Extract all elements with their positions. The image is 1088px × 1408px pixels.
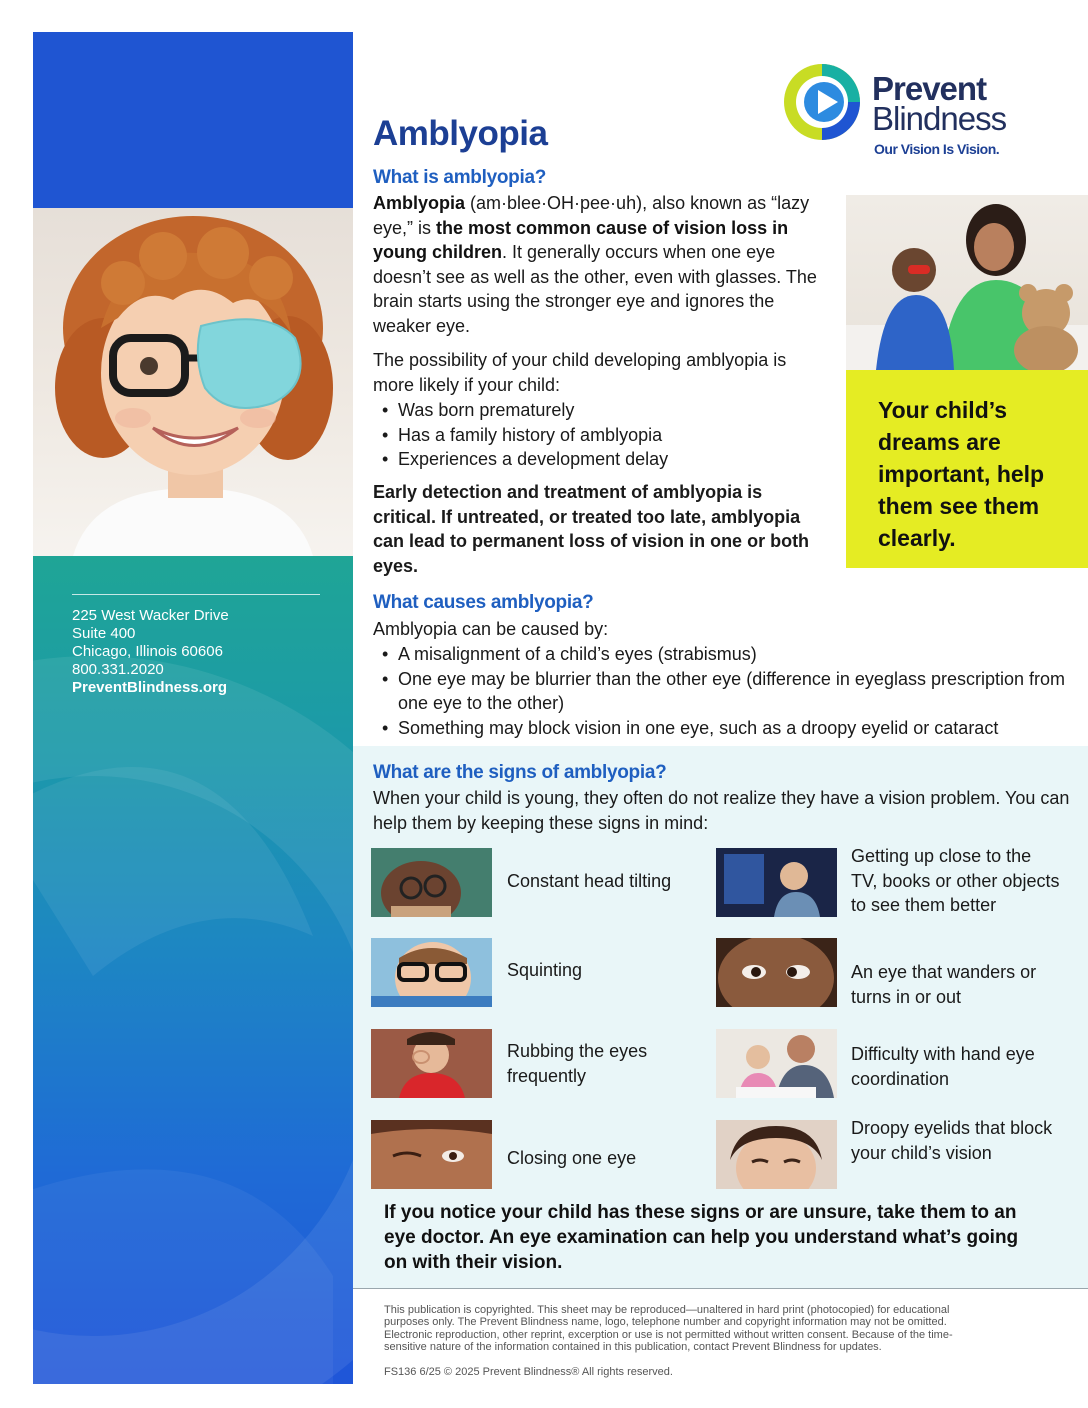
squinting-thumbnail <box>371 938 492 1007</box>
paragraph-signs-intro: When your child is young, they often do not realize they have a vision problem. You can help them by keeping these signs in mind: <box>373 788 1070 833</box>
address-divider <box>72 594 320 595</box>
copyright-notice: This publication is copyrighted. This sheet may be reproduced—unaltered in hard print (photocopied) for educational purposes only. The Prevent Blindness name, logo, telephone number and copyright information may not be omitted. Electronic reproduction, other reprint, excerption or use is not permitted without written consent. Because of the time-sensitive nature of the information contained in this publication, contact Prevent Blindness for updates. <box>384 1304 953 1354</box>
sign-label: An eye that wanders or turns in or out <box>851 962 1037 1007</box>
sign-label: Closing one eye <box>507 1148 637 1168</box>
definition-pronunciation: (am·blee·OH·pee·uh), also known as “lazy eye,” is <box>373 193 810 238</box>
paragraph-early-detection: Early detection and treatment of amblyopia is critical. If untreated, or treated too late, amblyopia can lead to permanent loss of vision in one or both eyes. <box>373 482 810 576</box>
heading-signs: What are the signs of amblyopia? <box>373 762 667 783</box>
contact-address-block <box>72 607 332 697</box>
photo-head-tilting <box>371 848 492 917</box>
page-title: Amblyopia <box>373 114 548 153</box>
logo-wordmark-line1: Prevent <box>872 70 987 107</box>
definition-rest: . It generally occurs when one eye doesn’t see as well as the other, even with glasses. The brain starts using the stronger eye and ignores the weaker eye. <box>373 242 817 336</box>
hand-eye-coordination-thumbnail <box>716 1029 837 1098</box>
callout-text: Your child’s dreams are important, help them see them clearly. <box>878 397 1045 551</box>
phone-number[interactable]: 800.331.2020 <box>72 661 164 678</box>
paragraph-definition <box>373 191 823 339</box>
photo-droopy-eyelids <box>716 1120 837 1189</box>
photo-squinting <box>371 938 492 1007</box>
closing-advice: If you notice your child has these signs or are unsure, take them to an eye doctor. An eye examination can help you understand what’s going on with their vision. <box>384 1202 1019 1273</box>
address-street: 225 West Wacker Drive <box>72 607 229 624</box>
list-item: • Experiences a development delay <box>373 447 823 472</box>
paragraph-risk-intro: The possibility of your child developing amblyopia is more likely if your child: <box>373 350 787 395</box>
photo-close-to-tv <box>716 848 837 917</box>
logo-eye-mark-icon <box>782 62 866 146</box>
head-tilting-thumbnail <box>371 848 492 917</box>
address-city: Chicago, Illinois 60606 <box>72 643 223 660</box>
photo-wandering-eye <box>716 938 837 1007</box>
wandering-eye-thumbnail <box>716 938 837 1007</box>
hero-photo-child-with-eye-patch <box>33 208 353 556</box>
photo-rubbing-eyes <box>371 1029 492 1098</box>
publication-info: FS136 6/25 © 2025 Prevent Blindness® All rights reserved. <box>384 1366 673 1378</box>
close-to-tv-thumbnail <box>716 848 837 917</box>
definition-emphasis: the most common cause of vision loss in young children <box>373 217 789 263</box>
sign-label: Constant head tilting <box>507 871 672 891</box>
term-amblyopia: Amblyopia <box>373 193 466 213</box>
list-item: • Has a family history of amblyopia <box>373 423 823 448</box>
left-color-block <box>33 32 353 208</box>
risk-factor-list <box>373 398 823 472</box>
list-item: • Something may block vision in one eye, such as a droopy eyelid or cataract <box>373 716 1073 741</box>
list-item: • Was born prematurely <box>373 398 823 423</box>
doctor-child-illustration <box>846 195 1088 370</box>
sign-label: Getting up close to the TV, books or other objects to see them better <box>851 846 1060 916</box>
website-link[interactable]: PreventBlindness.org <box>72 679 228 696</box>
list-item: • One eye may be blurrier than the other eye (difference in eyeglass prescription from one eye to the other) <box>373 667 1073 716</box>
footer-divider <box>353 1288 1088 1289</box>
sign-label: Droopy eyelids that block your child’s vision <box>851 1118 1053 1163</box>
paragraph-causes-intro: Amblyopia can be caused by: <box>373 619 609 639</box>
causes-list <box>373 642 1073 740</box>
photo-closing-one-eye <box>371 1120 492 1189</box>
droopy-eyelids-thumbnail <box>716 1120 837 1189</box>
list-item: • A misalignment of a child’s eyes (strabismus) <box>373 642 1073 667</box>
closing-one-eye-thumbnail <box>371 1120 492 1189</box>
photo-hand-eye-coordination <box>716 1029 837 1098</box>
heading-what-causes: What causes amblyopia? <box>373 592 594 613</box>
rubbing-eyes-thumbnail <box>371 1029 492 1098</box>
sign-label: Difficulty with hand eye coordination <box>851 1044 1035 1089</box>
sign-label: Squinting <box>507 960 583 980</box>
sign-label: Rubbing the eyes frequently <box>507 1041 648 1086</box>
child-eye-patch-illustration <box>33 208 353 556</box>
logo-wordmark-line2: Blindness <box>872 100 1007 137</box>
heading-what-is-amblyopia: What is amblyopia? <box>373 167 547 188</box>
address-suite: Suite 400 <box>72 625 136 642</box>
logo-tagline: Our Vision Is Vision. <box>874 141 1000 157</box>
photo-doctor-with-child <box>846 195 1088 370</box>
